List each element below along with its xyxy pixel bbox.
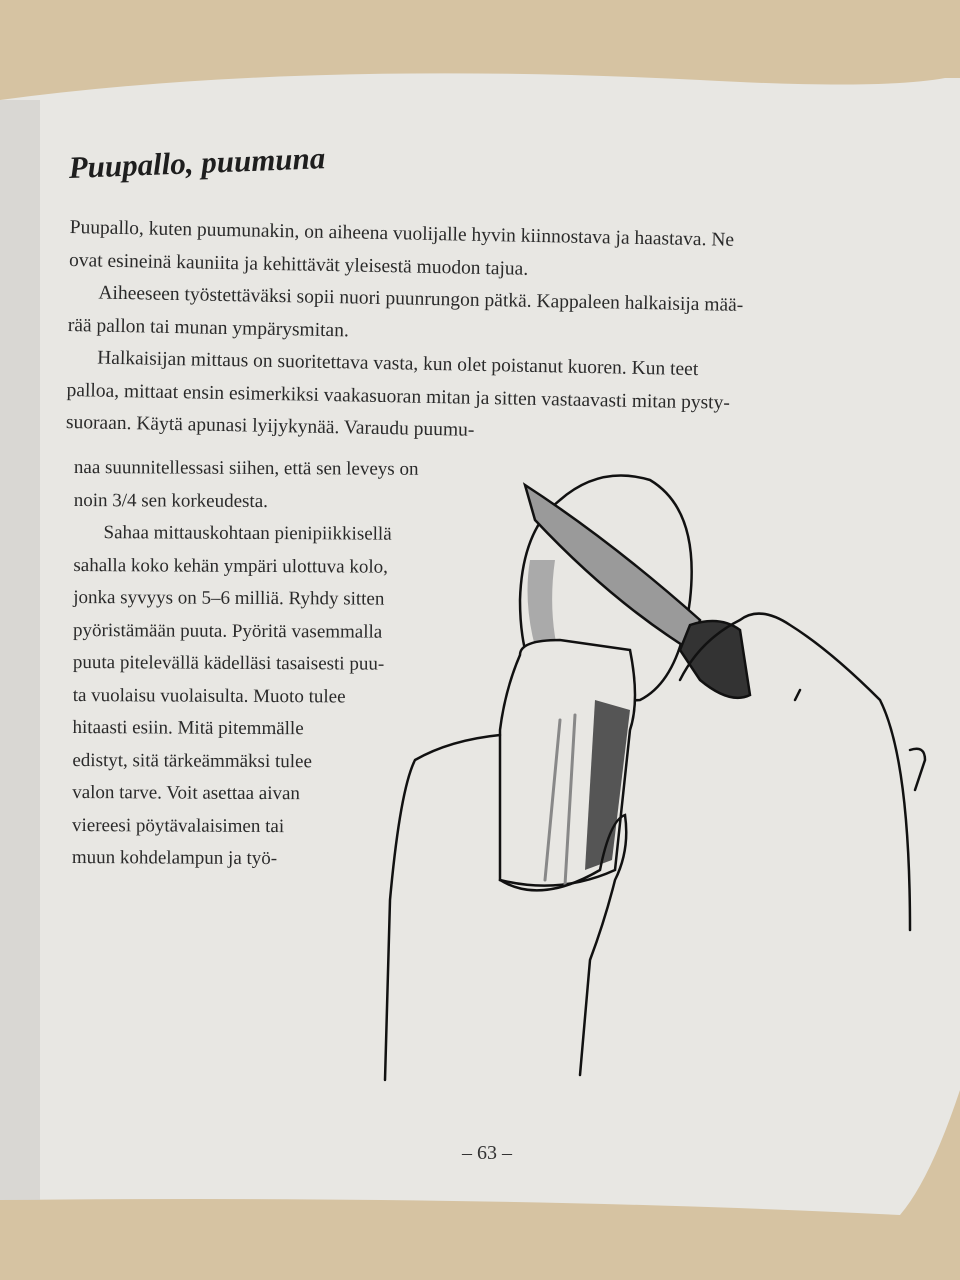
text-line: Sahaa mittauskohtaan pienipiikkisellä (103, 522, 392, 545)
page-number: – 63 – (462, 1142, 512, 1164)
text-line: noin 3/4 sen korkeudesta. (73, 489, 268, 512)
text-line: ta vuolaisu vuolaisulta. Muoto tulee (72, 684, 346, 707)
carving-illustration (380, 470, 940, 1110)
body-text-full-width (66, 212, 745, 452)
text-line: jonka syvyys on 5–6 milliä. Ryhdy sitten (73, 586, 385, 610)
text-line: puuta pitelevällä kädelläsi tasaisesti puu- (72, 651, 385, 675)
text-line: valon tarve. Voit asettaa aivan (72, 781, 301, 805)
knife-handle (680, 621, 750, 698)
text-line: sahalla koko kehän ympäri ulottuva kolo, (73, 554, 388, 578)
text-line: rää pallon tai munan ympärysmitan. (67, 314, 350, 341)
text-line: Halkaisijan mittaus on suoritettava vasta, kun olet poistanut kuoren. Kun teet (96, 347, 699, 381)
text-line: pyöristämään puuta. Pyöritä vasemmalla (73, 619, 383, 643)
text-line: viereesi pöytävalaisimen tai (71, 814, 285, 837)
text-line: hitaasti esiin. Mitä pitemmälle (72, 716, 304, 740)
text-line: Aiheeseen työstettäväksi sopii nuori puunrungon pätkä. Kappaleen halkaisija mää- (98, 282, 744, 316)
text-line: naa suunnitellessasi siihen, että sen leveys on (73, 456, 419, 480)
page-shadow-left (0, 100, 40, 1200)
text-line: ovat esineinä kauniita ja kehittävät yleisestä muodon tajua. (68, 249, 529, 280)
text-line: palloa, mittaat ensin esimerkiksi vaakasuoran mitan ja sitten vastaavasti mitan pysty- (66, 379, 731, 414)
text-line: Puupallo, kuten puumunakin, on aiheena vuolijalle hyvin kiinnostava ja haastava. Ne (69, 216, 735, 251)
body-text-narrow-column (72, 452, 419, 876)
text-line: muun kohdelampun ja työ- (71, 846, 278, 870)
page-title: Puupallo, puumuna (68, 140, 326, 185)
text-line: suoraan. Käytä apunasi lyijykynää. Varaudu puumu- (65, 411, 475, 441)
text-line: edistyt, sitä tärkeämmäksi tulee (72, 749, 312, 772)
